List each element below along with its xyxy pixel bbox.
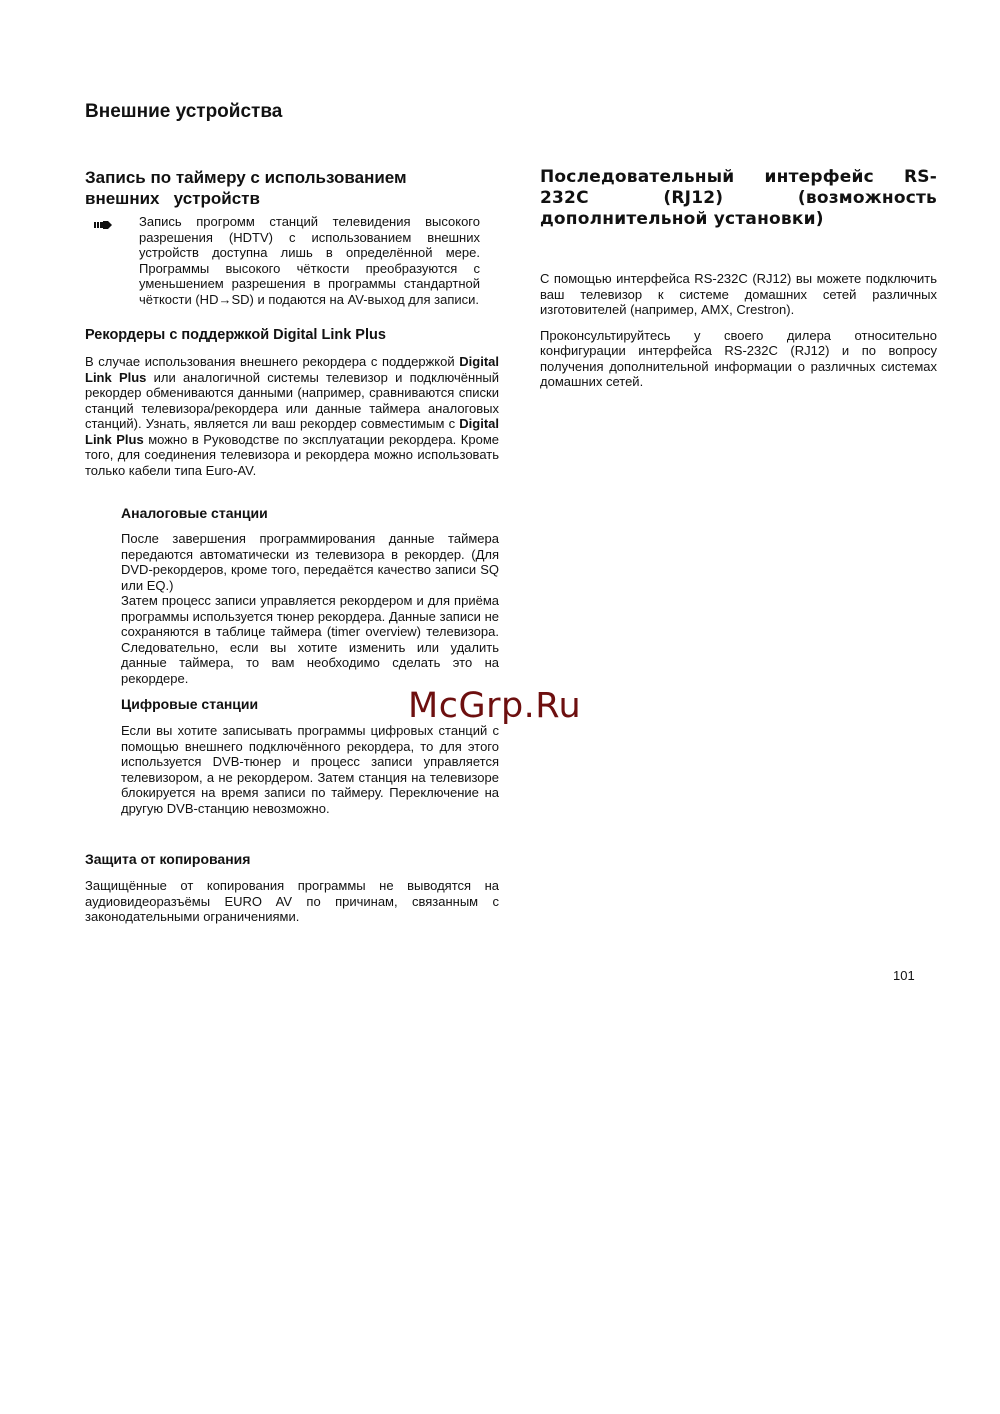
rs232-text xyxy=(540,271,937,390)
rs232-paragraph-2: Проконсультируйтесь у своего дилера относительно конфигурации интерфейса RS-232C (RJ12) и по вопросу получения дополнительной информации о различных системах домашних сетей. xyxy=(540,327,937,389)
analog-paragraph-1: После завершения программирования данные таймера передаются автоматически из телевизора в рекордер. (Для DVD-рекордеров, кроме того, передаётся качество записи SQ или EQ.) xyxy=(121,531,499,593)
rs232-title: Последовательный интерфейс RS-232C (RJ12) (возможность дополнительной установки) xyxy=(540,167,937,229)
pointing-hand-icon xyxy=(94,219,112,231)
rs232-paragraph-1: С помощью интерфейса RS-232C (RJ12) вы можете подключить ваш телевизор к системе домашних сетей различных изготовителей (например, AMX, Crestron). xyxy=(540,271,937,317)
timer-recording-title xyxy=(85,167,499,209)
hdtv-note: Запись прогромм станций телевидения высокого разрешения (HDTV) с использованием внешних устройств доступна лишь в определённой мере. Программы высокого чёткости преобразуются с уменьшением разрешения в программы стандартной чёткости (HD→SD) и подаются на AV-выход для записи. xyxy=(139,214,480,307)
watermark: McGrp.Ru xyxy=(408,686,582,726)
page-title: Внешние устройства xyxy=(85,101,283,122)
digital-link-title: Рекордеры с поддержкой Digital Link Plus xyxy=(85,327,386,343)
digital-stations-paragraph: Если вы хотите записывать программы цифровых станций с помощью внешнего подключённого рекордера, то для этого используется DVB-тюнер и процесс записи управляется телевизором, а не рекордером. Затем станция на телевизоре блокируется на время записи по таймеру. Переключение на другую DVB-станцию невозможно. xyxy=(121,723,499,816)
analog-paragraph-2: Затем процесс записи управляется рекордером и для приёма программы используется тюнер рекордера. Данные записи не сохраняются в таблице таймера (timer overview) телевизора. Следовательно, если вы хотите изменить или удалить данные таймера, то вам необходимо сделать это на рекордере. xyxy=(121,593,499,686)
page-number: 101 xyxy=(893,968,915,983)
timer-recording-title-line2: внешних устройств xyxy=(85,189,260,208)
digital-stations-title: Цифровые станции xyxy=(121,696,259,712)
timer-recording-title-line1: Запись по таймеру с использованием xyxy=(85,168,407,187)
analog-stations-text xyxy=(121,531,499,686)
copy-protection-paragraph: Защищённые от копирования программы не выводятся на аудиовидеоразъёмы EURO AV по причинам, связанным с законодательными ограничениями. xyxy=(85,878,499,924)
digital-link-paragraph: В случае использования внешнего рекордера с поддержкой Digital Link Plus или аналогичной системы телевизор и подключённый рекордер обмениваются данными (например, сравниваются списки станций телевизора/рекордера или данные таймера аналоговых станций). Узнать, является ли ваш рекордер совместимым с Digital Link Plus можно в Руководстве по эксплуатации рекордера. Кроме того, для соединения телевизора и рекордера можно использовать только кабели типа Euro-AV. xyxy=(85,354,499,478)
copy-protection-title: Защита от копирования xyxy=(85,851,251,867)
analog-stations-title: Аналоговые станции xyxy=(121,505,268,521)
